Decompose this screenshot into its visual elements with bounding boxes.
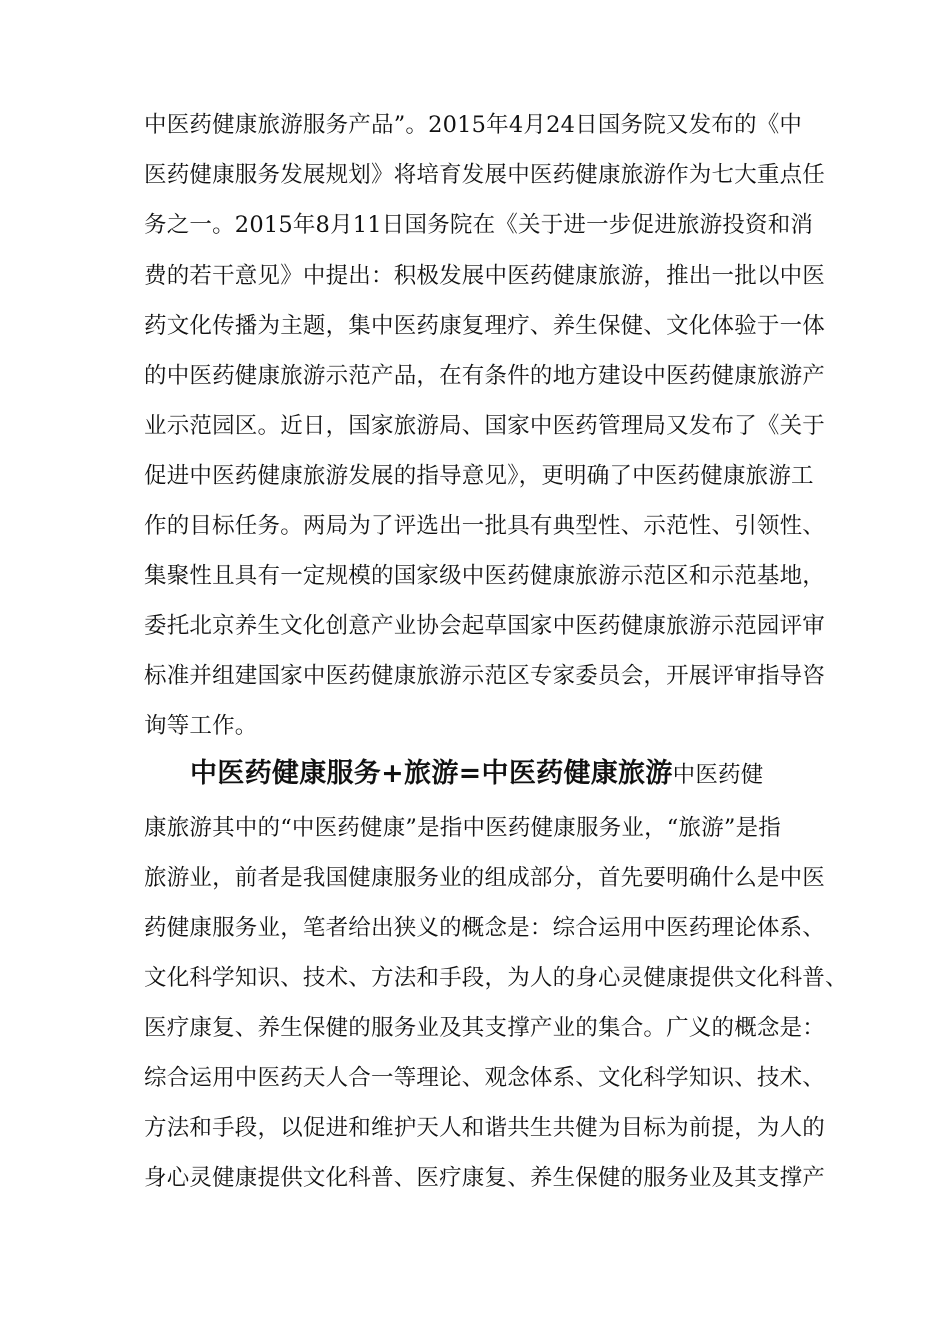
paragraph-line: 费的若干意见》中提出：积极发展中医药健康旅游，推出一批以中医 (144, 263, 826, 289)
paragraph-line: 身心灵健康提供文化科普、医疗康复、养生保健的服务业及其支撑产 (144, 1165, 826, 1191)
paragraph-line: 方法和手段，以促进和维护天人和谐共生共健为目标为前提，为人的 (144, 1115, 826, 1141)
paragraph-line: 医药健康服务发展规划》将培育发展中医药健康旅游作为七大重点任 (144, 162, 826, 188)
paragraph-line: 务之一。2015年8月11日国务院在《关于进一步促进旅游投资和消 (144, 212, 814, 238)
paragraph-line: 标准并组建国家中医药健康旅游示范区专家委员会，开展评审指导咨 (144, 663, 826, 689)
paragraph-line: 药文化传播为主题，集中医药康复理疗、养生保健、文化体验于一体 (144, 313, 826, 339)
paragraph-line: 药健康服务业，笔者给出狭义的概念是：综合运用中医药理论体系、 (144, 915, 826, 941)
paragraph-line: 旅游业，前者是我国健康服务业的组成部分，首先要明确什么是中医 (144, 865, 826, 891)
paragraph-line: 业示范园区。近日，国家旅游局、国家中医药管理局又发布了《关于 (144, 413, 826, 439)
paragraph-line: 询等工作。 (144, 713, 258, 739)
paragraph-line: 委托北京养生文化创意产业协会起草国家中医药健康旅游示范园评审 (144, 613, 826, 639)
paragraph-line: 文化科学知识、技术、方法和手段，为人的身心灵健康提供文化科普、 (144, 965, 848, 991)
section-heading-line (190, 754, 763, 797)
paragraph-line: 作的目标任务。两局为了评选出一批具有典型性、示范性、引领性、 (144, 513, 826, 539)
paragraph-line: 康旅游其中的“中医药健康”是指中医药健康服务业，“旅游”是指 (144, 815, 782, 841)
paragraph-line: 集聚性且具有一定规模的国家级中医药健康旅游示范区和示范基地， (144, 563, 826, 589)
section-heading: 中医药健康服务+旅游=中医药健康旅游 (190, 758, 673, 789)
paragraph-line: 促进中医药健康旅游发展的指导意见》，更明确了中医药健康旅游工 (144, 463, 814, 489)
paragraph-line: 的中医药健康旅游示范产品，在有条件的地方建设中医药健康旅游产 (144, 363, 826, 389)
paragraph-line: 医疗康复、养生保健的服务业及其支撑产业的集合。广义的概念是： (144, 1015, 826, 1041)
paragraph-line: 中医药健康旅游服务产品”。2015年4月24日国务院又发布的《中 (144, 112, 803, 138)
paragraph-line: 综合运用中医药天人合一等理论、观念体系、文化科学知识、技术、 (144, 1065, 826, 1091)
heading-tail-text: 中医药健 (672, 762, 764, 788)
